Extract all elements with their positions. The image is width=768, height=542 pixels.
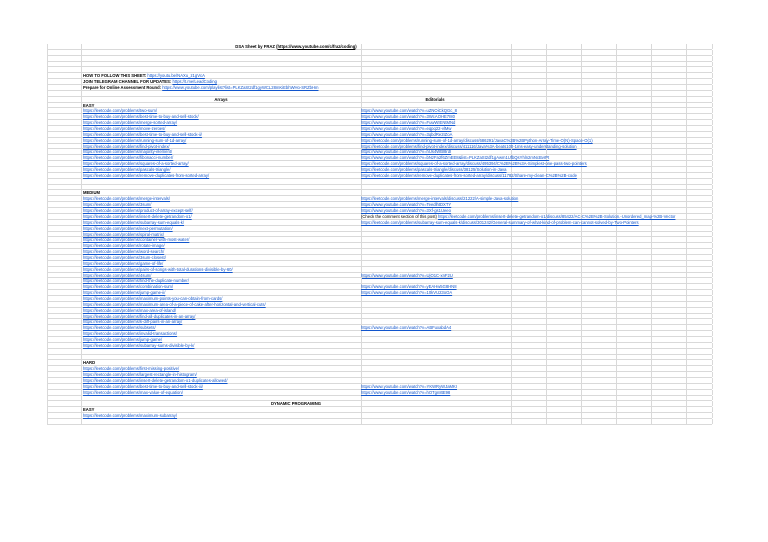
problem-link[interactable]: https://leetcode.com/problems/product-of-array-except-self/ <box>83 208 193 214</box>
editorials-header-text: Editorials <box>425 96 445 102</box>
editorial-link[interactable]: https://leetcode.com/problems/merge-intervals/discuss/21222/A-simple-Java-solution <box>361 196 519 202</box>
editorial-link[interactable]: https://www.youtube.com/watch?v=bNzFa2f6ZmEE8&list=PLKZaSt2df1gAwm1UfbQsYhln2mNcBvrPt <box>361 155 550 161</box>
prepare-link[interactable]: https://www.youtube.com/playlist?list=PLKZaSt2df1gyWCL28mKiEbhWHo-SRZbHm <box>162 85 319 91</box>
problem-link[interactable]: https://leetcode.com/problems/running-sum-of-1d-array/ <box>83 137 187 143</box>
empty-row <box>47 419 712 425</box>
problem-link[interactable]: https://leetcode.com/problems/container-with-most-water/ <box>83 237 190 243</box>
problem-link[interactable]: https://leetcode.com/problems/fibonacci-number/ <box>83 155 174 161</box>
hard-section-header-label: HARD <box>83 360 96 366</box>
easy-section-header-label: EASY <box>83 102 95 108</box>
problem-link[interactable]: https://leetcode.com/problems/best-time-to-buy-and-sell-stock-ii/ <box>83 131 202 137</box>
editorial-link[interactable]: https://www.youtube.com/watch?v=3WcAOHE7I80 <box>361 114 455 120</box>
editorial-link[interactable]: https://www.youtube.com/watch?v=3qbdRe2IZoA <box>361 131 453 137</box>
problem-link[interactable]: https://leetcode.com/problems/insert-delete-getrandom-o1-duplicates-allowed/ <box>83 377 228 383</box>
how-to-follow-link[interactable]: https://youtu.be/NAXu_z1gVcA <box>147 73 205 79</box>
editorial-link[interactable]: https://www.youtube.com/watch?v=10kVU23oOA <box>361 290 453 296</box>
editorial-link[interactable]: https://leetcode.com/problems/squares-of-a-sorted-array/discuss/495394/C%2B%2B%3A-Simplest-one-pass-two-pointers <box>361 161 587 167</box>
editorial-link[interactable]: https://leetcode.com/problems/running-sum-of-1d-array/discuss/686291/JavaC%2B%2BPython-Array-Time-O(N)-Space-O(1) <box>361 137 593 143</box>
arrays-header-text: Arrays <box>214 96 228 102</box>
problem-link[interactable]: https://leetcode.com/problems/game-of-life/ <box>83 260 164 266</box>
problem-link[interactable]: https://leetcode.com/problems/k-diff-pairs-in-an-array/ <box>83 319 183 325</box>
editorial-link[interactable]: https://www.youtube.com/watch?v=ABFuxabdA4 <box>361 325 452 331</box>
problem-link[interactable]: https://leetcode.com/problems/insert-delete-getrandom-o1/ <box>83 213 192 219</box>
spreadsheet <box>47 44 712 425</box>
problem-link[interactable]: https://leetcode.com/problems/jump-game-ii/ <box>83 290 166 296</box>
problem-link[interactable]: https://leetcode.com/problems/move-zeroes/ <box>83 126 166 132</box>
dp-title-text: DYNAMIC PROGRAMING <box>270 401 322 407</box>
problem-link[interactable]: https://leetcode.com/problems/4sum/ <box>83 272 152 278</box>
dp-easy-section-header-label: EASY <box>83 407 95 413</box>
editorial-link[interactable]: https://www.youtube.com/watch?v=uZNOiCkQGc_8 <box>361 108 458 114</box>
telegram-row-label: JOIN TELEGRAM CHANNEL FOR UPDATES: <box>83 79 172 85</box>
sheet-title-end: ) <box>355 44 357 49</box>
editorial-link[interactable]: https://www.youtube.com/watch?v=3Xf-gs1Ueeo <box>361 208 451 214</box>
how-to-follow-row-label: HOW TO FOLLOW THIS SHEET: <box>83 73 147 79</box>
problem-link[interactable]: https://leetcode.com/problems/best-time-to-buy-and-sell-stock/ <box>83 114 199 120</box>
problem-link[interactable]: https://leetcode.com/problems/max-value-of-equation/ <box>83 389 183 395</box>
problem-link[interactable]: https://leetcode.com/problems/two-sum/ <box>83 108 158 114</box>
prepare-row-label: Prepare for Online Assessment Round: <box>83 85 162 91</box>
problem-link[interactable]: https://leetcode.com/problems/subarray-sums-divisible-by-k/ <box>83 342 195 348</box>
editorial-link[interactable]: https://leetcode.com/problems/remove-duplicates-from-sorted-array/discuss/11782/Share-my-clean-C%2B%2B-code <box>361 172 577 178</box>
editorial-link[interactable]: https://leetcode.com/problems/subarray-sum-equals-k/discuss/301242/General-summary-of-what-kind-of-problem-can-cannot-solved-by-Two-Pointers <box>361 219 639 225</box>
editorial-link[interactable]: https://www.youtube.com/watch?v=eqpq22-vlMw <box>361 126 452 132</box>
editorial-link[interactable]: https://leetcode.com/problems/insert-delete-getrandom-o1/discuss/85422/AC-C%2B%2B-Solution.-Unordered_map-%2B-Vector <box>438 213 676 219</box>
problem-link[interactable]: https://leetcode.com/problems/next-permutation/ <box>83 225 173 231</box>
problem-link[interactable]: https://leetcode.com/problems/first-missing-positive/ <box>83 366 180 372</box>
problem-link[interactable]: https://leetcode.com/problems/subarray-sum-equals-k/ <box>83 219 185 225</box>
editorial-link[interactable]: https://www.youtube.com/watch?v=TeedlhtDXTY <box>361 202 452 208</box>
editorial-note: (Check the comment section of this post) <box>361 213 439 219</box>
problem-link[interactable]: https://leetcode.com/problems/pairs-of-songs-with-total-durations-divisible-by-60/ <box>83 266 233 272</box>
problem-link[interactable]: https://leetcode.com/problems/squares-of-a-sorted-array/ <box>83 161 189 167</box>
editorial-link[interactable]: https://www.youtube.com/watch?v=FuwWIENtMNd <box>361 120 456 126</box>
editorial-link[interactable]: https://www.youtube.com/watch?v=hUs4WBl8rdI <box>361 149 452 155</box>
problem-link[interactable]: https://leetcode.com/problems/rotate-image/ <box>83 243 165 249</box>
problem-link[interactable]: https://leetcode.com/problems/merge-intervals/ <box>83 196 171 202</box>
problem-link[interactable]: https://leetcode.com/problems/combination-sum/ <box>83 284 174 290</box>
problem-link[interactable]: https://leetcode.com/problems/pascals-triangle/ <box>83 167 171 173</box>
editorial-link[interactable]: https://www.youtube.com/watch?v=YKWRyWJaMKI <box>361 383 457 389</box>
editorial-link[interactable]: https://leetcode.com/problems/pascals-triangle/discuss/38125/Solution-in-Java <box>361 167 507 173</box>
problem-link[interactable]: https://leetcode.com/problems/find-pivot-index/ <box>83 143 170 149</box>
sheet-title-text: DSA Sheet by FRAZ ( <box>235 44 278 49</box>
problem-link[interactable]: https://leetcode.com/problems/3sum-closest/ <box>83 254 166 260</box>
editorial-link[interactable]: https://www.youtube.com/watch?v=UjO1C-xnF2U <box>361 272 453 278</box>
problem-link[interactable]: https://leetcode.com/problems/max-area-of-island/ <box>83 307 177 313</box>
problem-link[interactable]: https://leetcode.com/problems/find-the-duplicate-number/ <box>83 278 189 284</box>
problem-link[interactable]: https://leetcode.com/problems/3sum/ <box>83 202 152 208</box>
editorial-link[interactable]: https://www.youtube.com/watch?v=hOTgn8tE98 <box>361 389 451 395</box>
problem-link[interactable]: https://leetcode.com/problems/remove-duplicates-from-sorted-array/ <box>83 172 210 178</box>
problem-link[interactable]: https://leetcode.com/problems/word-search/ <box>83 249 165 255</box>
problem-link[interactable]: https://leetcode.com/problems/best-time-to-buy-and-sell-stock-iii/ <box>83 383 203 389</box>
editorial-link[interactable]: https://leetcode.com/problems/find-pivot-index/discuss/411116/Java%3A-beats100-1ms-easy-understanding-solution <box>361 143 577 149</box>
problem-link[interactable]: https://leetcode.com/problems/maximum-subarray/ <box>83 413 178 419</box>
editorial-link[interactable]: https://www.youtube.com/watch?v=yEAHw5G8HN8 <box>361 284 457 290</box>
problem-link[interactable]: https://leetcode.com/problems/jump-game/ <box>83 336 163 342</box>
medium-section-header-label: MEDIUM <box>83 190 100 196</box>
telegram-link[interactable]: https://t.me/LeadCoding <box>172 79 217 85</box>
problem-link[interactable]: https://leetcode.com/problems/maximum-points-you-can-obtain-from-cards/ <box>83 295 223 301</box>
problem-link[interactable]: https://leetcode.com/problems/subsets/ <box>83 325 156 331</box>
problem-link[interactable]: https://leetcode.com/problems/largest-rectangle-in-histogram/ <box>83 372 197 378</box>
problem-link[interactable]: https://leetcode.com/problems/merge-sorted-array/ <box>83 120 178 126</box>
problem-link[interactable]: https://leetcode.com/problems/maximum-area-of-a-piece-of-cake-after-horizontal-and-vertical-cuts/ <box>83 301 266 307</box>
problem-link[interactable]: https://leetcode.com/problems/majority-element/ <box>83 149 173 155</box>
sheet-title-link[interactable]: https://www.youtube.com/c/fraz/coding <box>277 44 356 49</box>
problem-link[interactable]: https://leetcode.com/problems/find-all-duplicates-in-an-array/ <box>83 313 196 319</box>
problem-link[interactable]: https://leetcode.com/problems/invalid-transactions/ <box>83 331 178 337</box>
problem-link[interactable]: https://leetcode.com/problems/spiral-matrix/ <box>83 231 164 237</box>
